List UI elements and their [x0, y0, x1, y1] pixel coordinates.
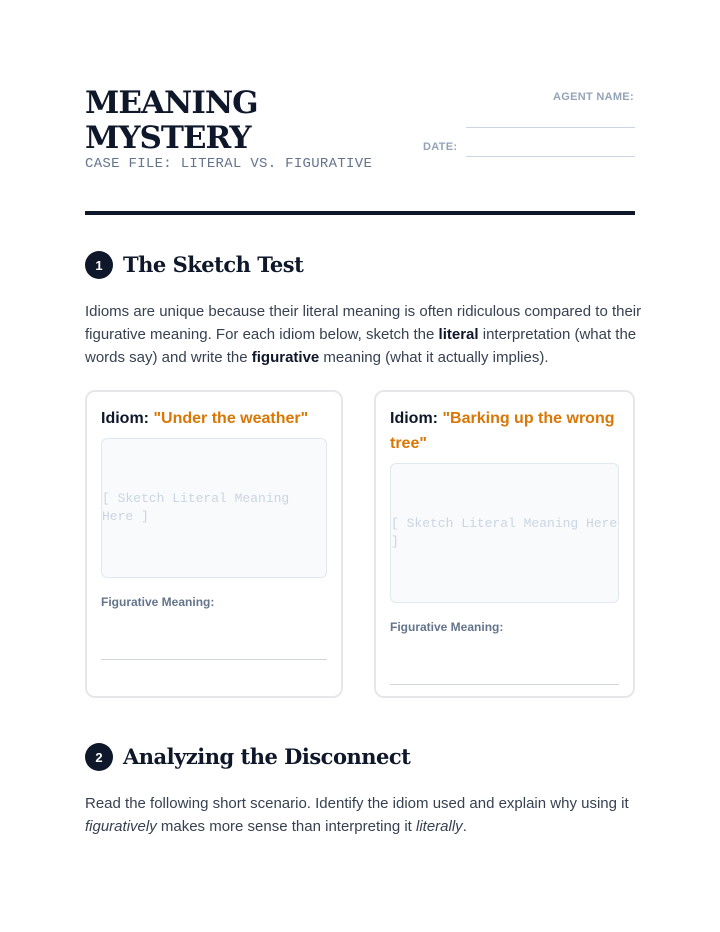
page-title [85, 86, 258, 156]
agent-name-label: AGENT NAME: [553, 91, 634, 103]
section-2-title: Analyzing the Disconnect [123, 744, 411, 769]
section-1-instructions: Idioms are unique because their literal meaning is often ridiculous compared to their figurative meaning. For each idiom below, sketch the literal interpretation (what the words say) and write the figurative meaning (what it actually implies). [85, 303, 642, 366]
figurative-meaning-field[interactable] [101, 659, 327, 660]
figurative-meaning-field[interactable] [390, 684, 619, 685]
section-2-badge: 2 [85, 743, 113, 771]
idiom-card-2 [374, 390, 635, 698]
title-line-2: MYSTERY [85, 120, 251, 156]
section-1-title: The Sketch Test [123, 252, 304, 277]
date-field[interactable] [466, 156, 635, 157]
idiom-card-1 [85, 390, 343, 698]
sketch-placeholder: [ Sketch Literal Meaning Here ] [102, 491, 290, 524]
sketch-area[interactable] [101, 438, 327, 578]
agent-name-field[interactable] [466, 127, 635, 128]
case-file-subtitle: CASE FILE: LITERAL VS. FIGURATIVE [85, 156, 373, 172]
figurative-meaning-label: Figurative Meaning: [390, 620, 504, 634]
section-1-badge: 1 [85, 251, 113, 279]
figurative-meaning-label: Figurative Meaning: [101, 595, 215, 609]
sketch-placeholder: [ Sketch Literal Meaning Here ] [391, 516, 618, 549]
title-line-1: MEANING [85, 85, 258, 121]
header-divider [85, 211, 635, 215]
section-2-instructions: Read the following short scenario. Identify the idiom used and explain why using it figuratively makes more sense than interpreting it literally. [85, 795, 629, 835]
idiom-heading: Idiom: "Barking up the wrong tree" [390, 410, 615, 452]
sketch-area[interactable] [390, 463, 619, 603]
idiom-heading: Idiom: "Under the weather" [101, 410, 309, 427]
date-label: DATE: [423, 141, 458, 153]
